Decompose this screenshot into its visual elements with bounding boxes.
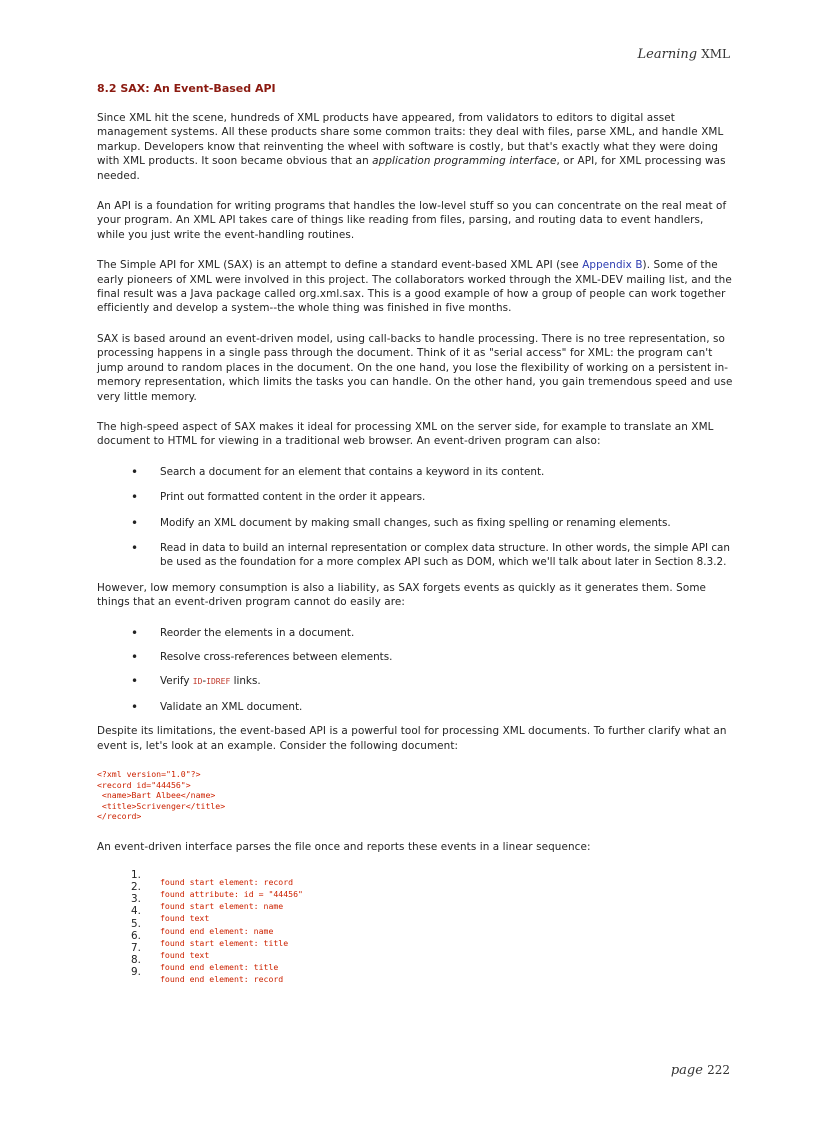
event-item [97, 893, 733, 912]
list-item [97, 700, 733, 714]
bullet-icon: • [131, 625, 139, 640]
list-item [97, 674, 733, 689]
bullet-icon: • [131, 464, 139, 479]
header-title-word: Learning [637, 47, 698, 62]
paragraph-limitations: However, low memory consumption is also a liability, as SAX forgets events as quickly as it generates them. Some things that an event-driven program cannot do easily are: [97, 581, 707, 609]
bullet-icon: • [131, 649, 139, 664]
event-text: found text [160, 950, 210, 961]
header-title-xml: XML [701, 47, 730, 61]
main-content [97, 82, 733, 985]
xml-code-example: <?xml version="1.0"?> <record id="44456"> <name>Bart Albee</name> <title>Scrivenger</title> </record> [97, 769, 226, 821]
list-item [97, 465, 733, 479]
event-number: 4. [131, 905, 141, 918]
list-item-text: Print out formatted content in the order it appears. [160, 491, 426, 504]
event-sequence-list [97, 868, 733, 985]
paragraph-intro-text-a: Since XML hit the scene, hundreds of XML products have appeared, from validators to editors to digital asset management systems. All these products share some common traits: they deal with files, parse XML, and handle XML markup. Developers know that reinventing the wheel with software is costly, but that's exactly what they were doing with XML products. It soon became obvious that an [97, 112, 724, 168]
running-header [638, 47, 730, 62]
list-item-text: Resolve cross-references between elements. [160, 650, 393, 663]
paragraph-api-definition: An API is a foundation for writing programs that handles the low-level stuff so you can concentrate on the real meat of your program. An XML API takes care of things like reading from files, parsing, and routing data to event handlers, while you just write the event-handling routines. [97, 200, 727, 241]
event-text: found start element: record [160, 876, 294, 887]
bullet-icon: • [131, 674, 139, 689]
event-item [97, 905, 733, 924]
bullet-icon: • [131, 540, 139, 555]
list-item-text: Validate an XML document. [160, 700, 303, 713]
event-text: found end element: name [160, 925, 274, 936]
event-text: found text [160, 913, 210, 924]
list-item-text: Search a document for an element that contains a keyword in its content. [160, 465, 545, 478]
list-item-text-post: links. [230, 675, 261, 688]
event-number: 8. [131, 954, 141, 967]
list-item [97, 650, 733, 664]
list-item-text: Modify an XML document by making small changes, such as fixing spelling or renaming elements. [160, 516, 671, 529]
emphasis-api-term: application programming interface [372, 155, 557, 168]
can-do-list [97, 465, 733, 570]
paragraph-event-model: SAX is based around an event-driven model, using call-backs to handle processing. There is no tree representation, so processing happens in a single pass through the document. Think of it as "serial access" for XML: the program can't jump around to random places in the document. On the one hand, you lose the flexibility of working on a persistent in-memory representation, which limits the tasks you can handle. On the other hand, you gain tremendous speed and use very little memory. [97, 332, 733, 403]
page-number-value: 222 [707, 1063, 730, 1077]
paragraph-sax-history-text-a: The Simple API for XML (SAX) is an attempt to define a standard event-based XML API (see [97, 259, 583, 272]
inline-code-idref: IDREF [206, 677, 231, 687]
event-text: found end element: record [160, 974, 284, 985]
paragraph-sax-history-text-b: ). Some of the early pioneers of XML were involved in this project. The collaborators worked through the XML-DEV mailing list, and the final result was a Java package called org.xml.sax. This is a good example of how a group of people can work together efficiently and develop a system--the whole thing was finished in five months. [97, 259, 732, 315]
paragraph-intro-text-b: , or API, for XML processing was needed. [97, 155, 726, 182]
paragraph-sax-history [97, 258, 733, 316]
inline-code-id: ID [192, 677, 203, 687]
list-item [97, 626, 733, 640]
page-number-word: page [670, 1063, 703, 1078]
paragraph-example-intro: Despite its limitations, the event-based API is a powerful tool for processing XML documents. To further clarify what an event is, let's look at an example. Consider the following document: [97, 725, 727, 752]
appendix-b-link[interactable]: Appendix B [582, 259, 643, 272]
paragraph-high-speed: The high-speed aspect of SAX makes it ideal for processing XML on the server side, for example to translate an XML document to HTML for viewing in a traditional web browser. An event-driven program can also: [97, 420, 714, 448]
paragraph-events-intro: An event-driven interface parses the file once and reports these events in a linear sequence: [97, 840, 591, 853]
page-number [671, 1063, 730, 1078]
cannot-do-list [97, 626, 733, 715]
inline-code-dash: - [202, 675, 207, 688]
paragraph-intro [97, 111, 733, 183]
event-text: found start element: name [160, 901, 284, 912]
event-number: 2. [131, 881, 141, 894]
event-number: 6. [131, 929, 141, 942]
event-item [97, 954, 733, 973]
list-item-text: Reorder the elements in a document. [160, 626, 355, 639]
event-text: found end element: title [160, 962, 279, 973]
bullet-icon: • [131, 490, 139, 505]
event-item [97, 868, 733, 887]
event-number: 3. [131, 893, 141, 906]
list-item [97, 516, 733, 530]
event-number: 7. [131, 942, 141, 955]
event-number: 9. [131, 966, 141, 979]
event-item [97, 966, 733, 985]
list-item [97, 490, 733, 504]
event-number: 1. [131, 868, 141, 881]
event-text: found attribute: id = "44456" [160, 889, 303, 900]
section-heading: 8.2 SAX: An Event-Based API [97, 82, 276, 95]
bullet-icon: • [131, 699, 139, 714]
list-item-text: Read in data to build an internal representation or complex data structure. In other words, the simple API can be used as the foundation for a more complex API such as DOM, which we'll talk about later in Section 8.3.2. [160, 541, 731, 569]
bullet-icon: • [131, 515, 139, 530]
event-number: 5. [131, 917, 141, 930]
list-item [97, 541, 733, 570]
list-item-text-pre: Verify [160, 675, 193, 688]
event-text: found start element: title [160, 937, 289, 948]
